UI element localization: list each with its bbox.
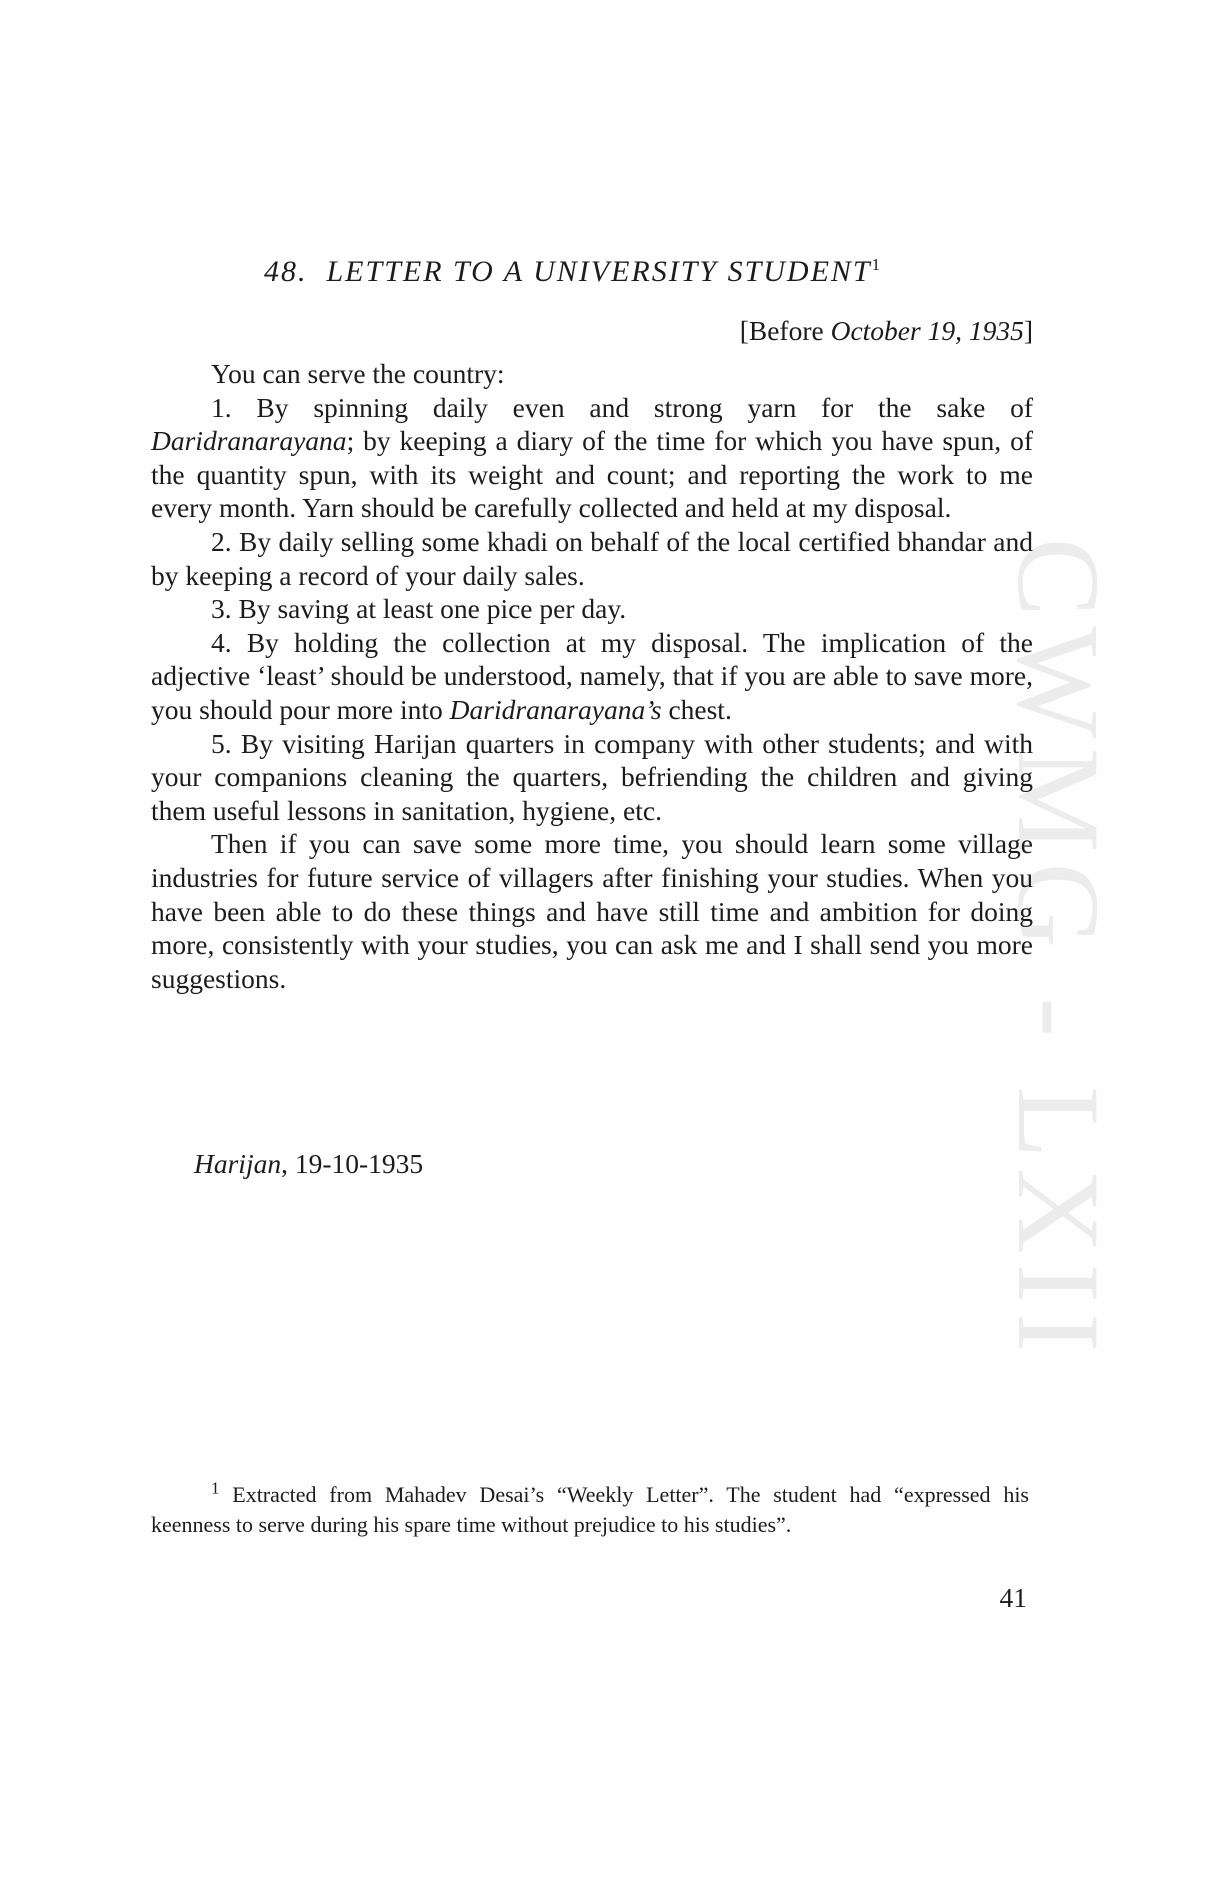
item-4-text-b: chest. <box>661 693 732 725</box>
item-1-term: Daridranarayana <box>151 425 347 457</box>
dateline-suffix: ] <box>1023 315 1033 346</box>
item-1 <box>151 391 1033 525</box>
footnote-paragraph <box>151 1480 1029 1539</box>
dateline <box>740 312 1033 350</box>
dateline-prefix: [Before <box>739 315 831 346</box>
source-date: , 19-10-1935 <box>281 1148 424 1179</box>
footnote-reference: 1 <box>871 255 883 274</box>
letter-body <box>151 357 1033 995</box>
letter-number: 48. <box>264 255 308 288</box>
intro-paragraph: You can serve the country: <box>211 358 505 389</box>
dateline-date: October 19, 1935 <box>830 315 1024 346</box>
closing-paragraph: Then if you can save some more time, you should learn some village industries for future service of villagers after finishing your studies. When you have been able to do these things and have still time and ambition for doing more, consistently with your studies, you can ask me and I shall send you more suggestions. <box>151 828 1033 994</box>
watermark-text: CWMG - LXII <box>993 537 1124 1363</box>
footnote <box>151 1480 1029 1539</box>
letter-title: LETTER TO A UNIVERSITY STUDENT <box>326 255 872 288</box>
item-3: 3. By saving at least one pice per day. <box>211 593 627 625</box>
source-publication: Harijan <box>194 1148 282 1179</box>
item-4-text-a: 4. By holding the collection at my disposal. The implication of the adjective ‘least’ should be understood, namely, that if you are able to save more, you should pour more into <box>151 626 1033 725</box>
page-number: 41 <box>999 1582 1027 1613</box>
item-1-text-b: ; by keeping a diary of the time for which you have spun, of the quantity spun, with its weight and count; and reporting the work to me every month. Yarn should be carefully collected and held at my disposal. <box>151 425 1033 524</box>
item-2: 2. By daily selling some khadi on behalf of the local certified bhandar and by keeping a record of your daily sales. <box>151 525 1033 591</box>
item-4-term: Daridranarayana’s <box>449 693 662 725</box>
item-5: 5. By visiting Harijan quarters in company with other students; and with your companions cleaning the quarters, befriending the children and giving them useful lessons in sanitation, hygiene, etc. <box>151 727 1033 826</box>
footnote-text: Extracted from Mahadev Desai’s “Weekly Letter”. The student had “expressed his keenness to serve during his spare time without prejudice to his studies”. <box>151 1482 1029 1537</box>
letter-heading <box>264 252 1024 292</box>
source-citation <box>194 1146 423 1182</box>
item-4 <box>151 626 1033 727</box>
footnote-marker: 1 <box>211 1478 220 1498</box>
item-1-text-a: 1. By spinning daily even and strong yarn for the sake of <box>211 391 1033 423</box>
